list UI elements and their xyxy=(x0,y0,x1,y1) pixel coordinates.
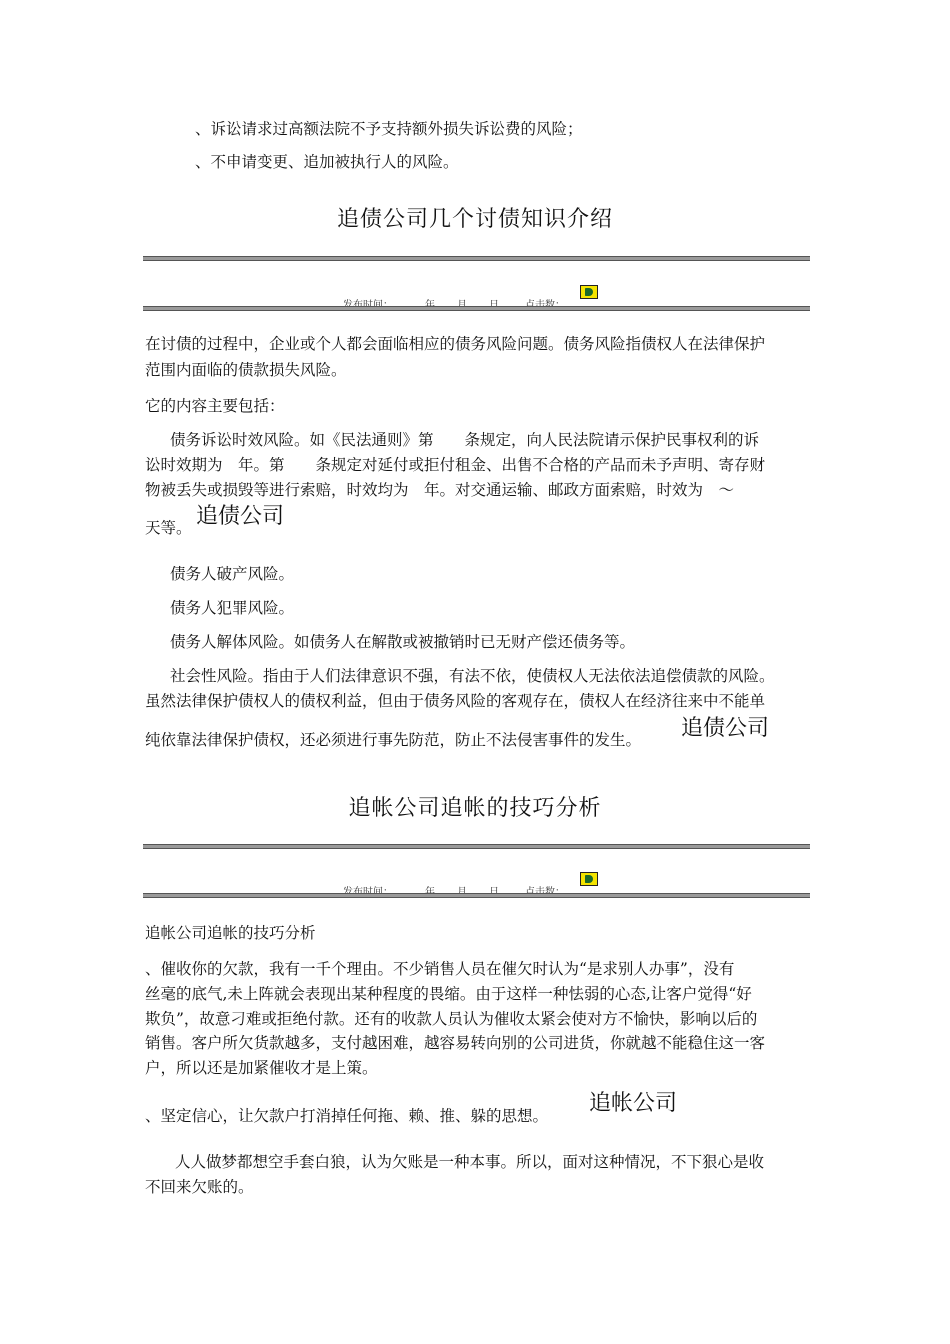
a1-p2: 它的内容主要包括： xyxy=(145,397,285,415)
a1-p7-line1: 社会性风险。指由于人们法律意识不强，有法不依，使债权人无法依法追偿债款的风险。 xyxy=(170,667,775,685)
a1-p7-end: 纯依靠法律保护债权，还必须进行事先防范，防止不法侵害事件的发生。 xyxy=(145,731,642,749)
a1-p3-keyword: 追债公司 xyxy=(196,504,285,529)
a2-p1-line2: 丝毫的底气,未上阵就会表现出某种程度的畏缩。由于这样一种怯弱的心态,让客户觉得“好 xyxy=(145,985,752,1003)
a1-p5: 债务人犯罪风险。 xyxy=(170,599,295,617)
a2-p1-line5: 户，所以还是加紧催收才是上策。 xyxy=(145,1059,378,1077)
a1-p1-line1: 在讨债的过程中，企业或个人都会面临相应的债务风险问题。债务风险指债权人在法律保护 xyxy=(145,335,766,353)
a1-p3-end: 天等。 xyxy=(145,519,192,537)
a1-p3-line3: 物被丢失或损毁等进行索赔，时效均为 年。对交通运输、邮政方面索赔，时效为 ～ xyxy=(145,481,735,499)
article1-title: 追债公司几个讨债知识介绍 xyxy=(336,207,613,232)
click-counter-icon xyxy=(580,285,598,299)
click-counter-icon xyxy=(580,872,598,886)
a1-p7-keyword: 追债公司 xyxy=(681,716,770,741)
article1-rule-bottom xyxy=(143,306,810,311)
article2-rule-bottom xyxy=(143,893,810,898)
a1-p3-line1: 债务诉讼时效风险。如《民法通则》第 条规定，向人民法院请示保护民事权利的诉 xyxy=(170,431,760,449)
a1-p6: 债务人解体风险。如债务人在解散或被撤销时已无财产偿还债务等。 xyxy=(170,633,636,651)
a2-p2-keyword: 追帐公司 xyxy=(589,1091,678,1116)
article2-rule-top xyxy=(143,844,810,849)
a2-subtitle: 追帐公司追帐的技巧分析 xyxy=(145,924,316,942)
a1-p1-line2: 范围内面临的债款损失风险。 xyxy=(145,361,347,379)
intro-line-2: 、不申请变更、追加被执行人的风险。 xyxy=(195,153,459,171)
intro-line-1: 、诉讼请求过高额法院不予支持额外损失诉讼费的风险； xyxy=(195,120,583,138)
a2-p1-line4: 销售。客户所欠货款越多，支付越困难，越容易转向别的公司进货，你就越不能稳住这一客 xyxy=(145,1034,766,1052)
a2-p2: 、坚定信心，让欠款户打消掉任何拖、赖、推、躲的思想。 xyxy=(145,1107,549,1125)
a1-p7-line2: 虽然法律保护债权人的债权利益，但由于债务风险的客观存在，债权人在经济往来中不能单 xyxy=(145,692,766,710)
a1-p3-line2: 讼时效期为 年。第 条规定对延付或拒付租金、出售不合格的产品而未予声明、寄存财 xyxy=(145,456,766,474)
a2-p1-line3: 欺负”，故意刁难或拒绝付款。还有的收款人员认为催收太紧会使对方不愉快，影响以后的 xyxy=(145,1010,758,1028)
a1-p4: 债务人破产风险。 xyxy=(170,565,295,583)
a2-p1-line1: 、催收你的欠款，我有一千个理由。不少销售人员在催欠时认为“是求别人办事”，没有 xyxy=(145,960,735,978)
article1-rule-top xyxy=(143,256,810,261)
a2-p3-line2: 不回来欠账的。 xyxy=(145,1178,254,1196)
article2-title: 追帐公司追帐的技巧分析 xyxy=(348,796,602,821)
a2-p3-line1: 人人做梦都想空手套白狼，认为欠账是一种本事。所以，面对这种情况，不下狠心是收 xyxy=(175,1153,765,1171)
